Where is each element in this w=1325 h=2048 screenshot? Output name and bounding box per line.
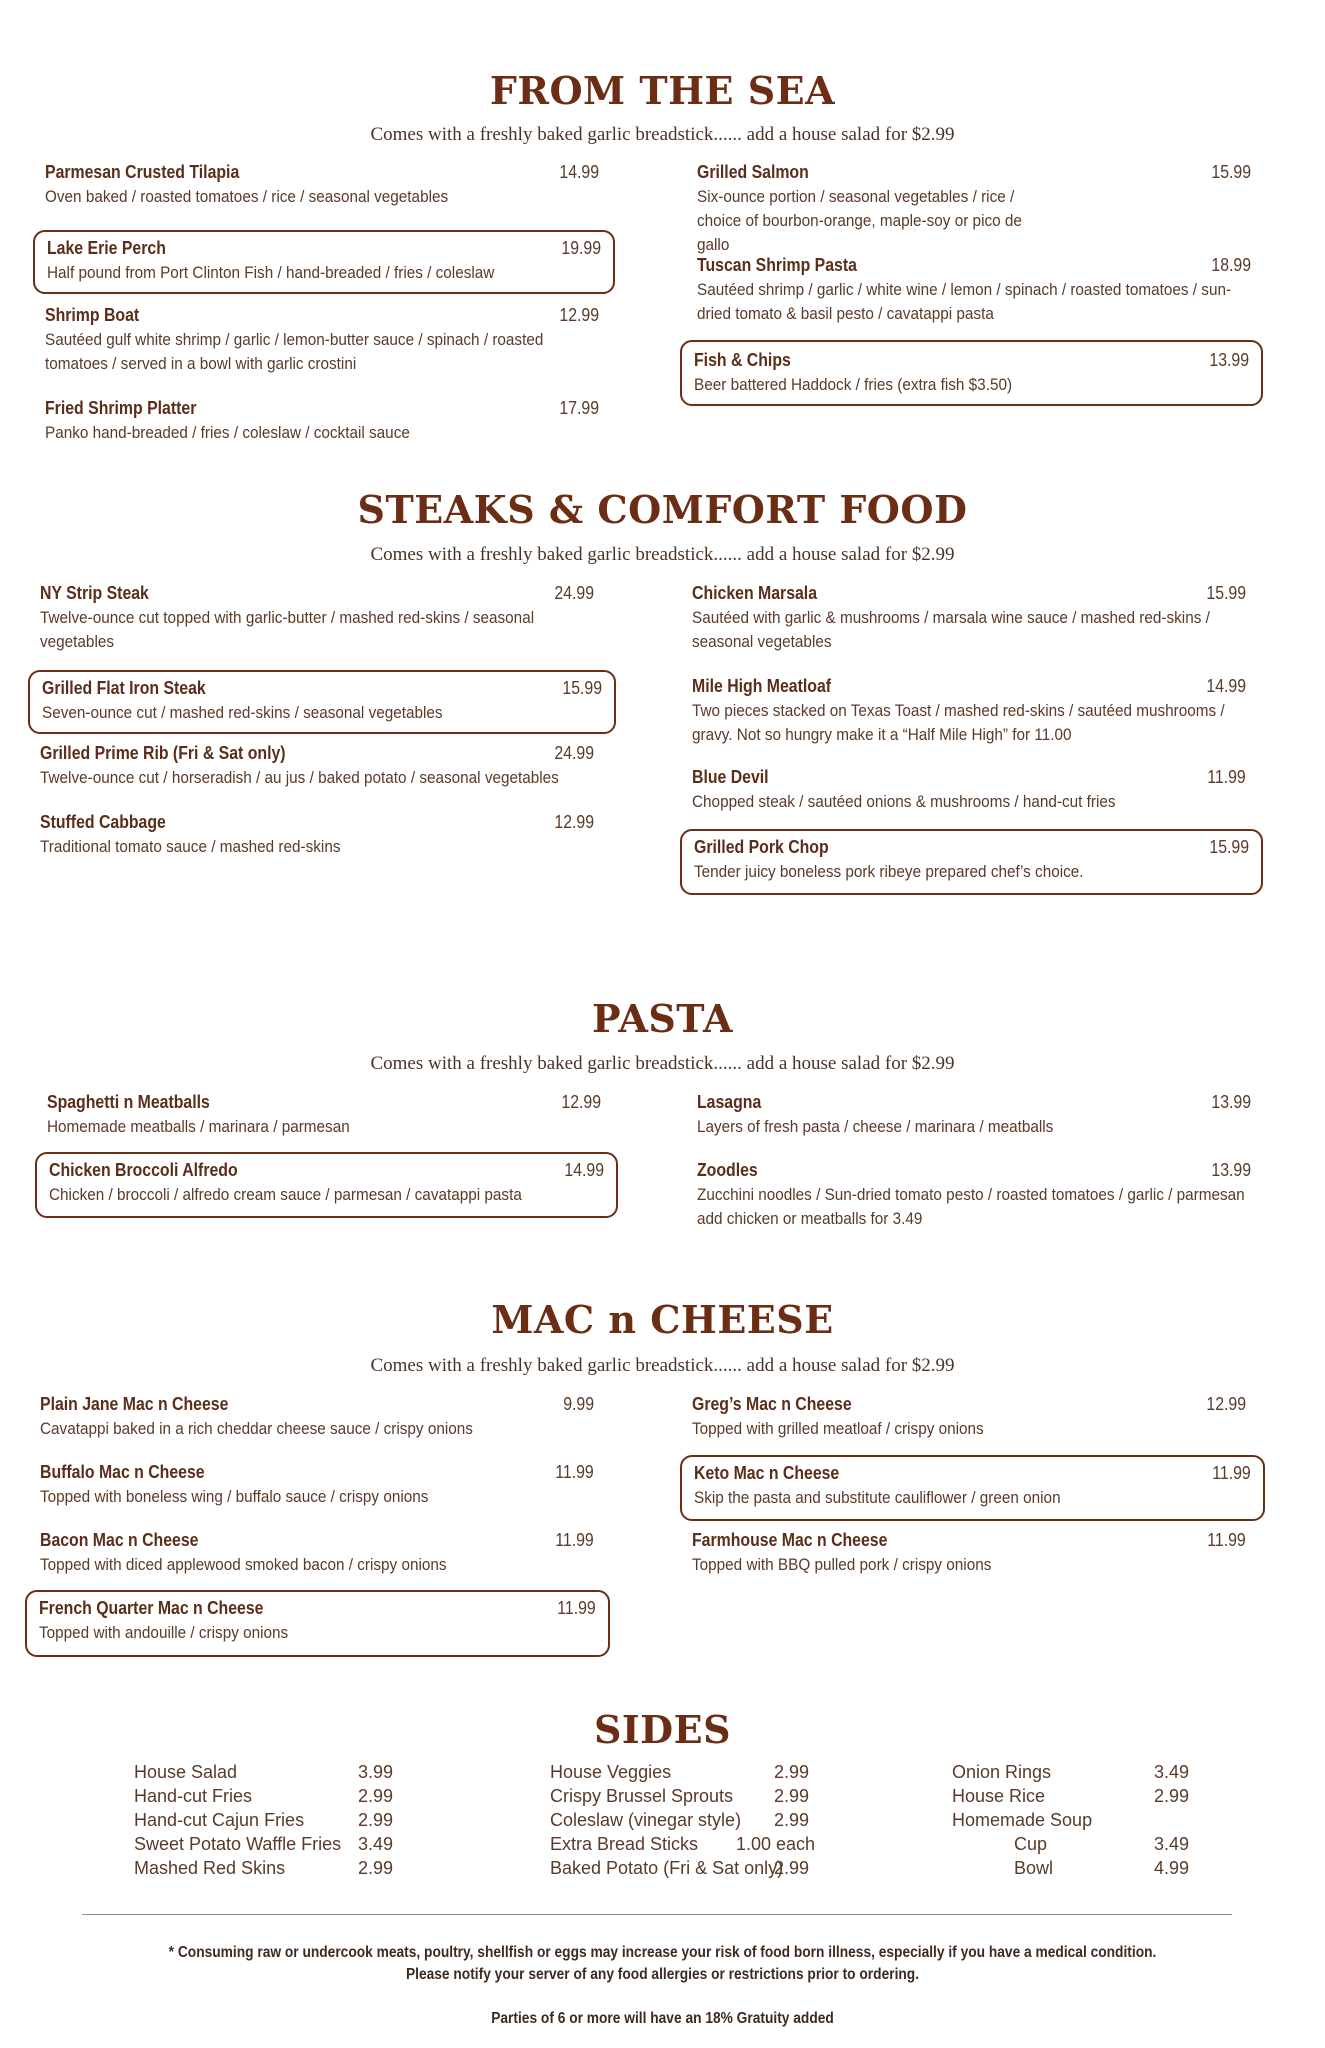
item-price: 15.99: [1211, 162, 1251, 182]
side-price: 2.99: [774, 1858, 810, 1878]
item-name: Farmhouse Mac n Cheese: [692, 1530, 888, 1550]
item-description: Beer battered Haddock / fries (extra fish $3.50): [694, 375, 1013, 394]
sides-column-1: [134, 1760, 414, 1880]
side-name: Onion Rings: [952, 1762, 1052, 1782]
item-price: 12.99: [554, 812, 594, 832]
item-price: 14.99: [1206, 676, 1246, 696]
section-title-pasta: PASTA: [592, 996, 733, 1041]
item-price: 18.99: [1211, 255, 1251, 275]
side-price: 2.99: [774, 1786, 810, 1806]
item-price: 14.99: [559, 162, 599, 182]
item-description: Tender juicy boneless pork ribeye prepared chef’s choice.: [694, 862, 1084, 881]
side-item: [550, 1856, 840, 1880]
side-item: [952, 1760, 1202, 1784]
gratuity-line: Parties of 6 or more will have an 18% Gratuity added: [491, 2010, 834, 2027]
item-price: 11.99: [1207, 767, 1246, 787]
item-description: Topped with grilled meatloaf / crispy onions: [692, 1419, 984, 1438]
side-name: Baked Potato (Fri & Sat only): [550, 1858, 784, 1878]
item-description: Seven-ounce cut / mashed red-skins / seasonal vegetables: [42, 703, 443, 722]
item-name: Tuscan Shrimp Pasta: [697, 255, 857, 275]
item-name: Fried Shrimp Platter: [45, 398, 197, 418]
menu-item: [28, 583, 606, 654]
item-price: 12.99: [559, 305, 599, 325]
menu-item: [685, 255, 1263, 326]
item-description: Topped with diced applewood smoked bacon / crispy onions: [40, 1555, 447, 1574]
side-price: 1.00 each: [736, 1834, 816, 1854]
item-name: Grilled Salmon: [697, 162, 809, 182]
item-price: 13.99: [1209, 350, 1249, 370]
menu-item: [685, 162, 1263, 257]
side-item: [134, 1808, 414, 1832]
featured-menu-item: [35, 1152, 618, 1218]
menu-item: [28, 1394, 606, 1441]
side-item: [134, 1760, 414, 1784]
side-name: House Rice: [952, 1786, 1046, 1806]
item-price: 12.99: [561, 1092, 601, 1112]
item-name: NY Strip Steak: [40, 583, 149, 603]
side-item: [550, 1784, 840, 1808]
side-item: [134, 1832, 414, 1856]
side-price: 3.49: [1154, 1834, 1190, 1854]
item-description: Layers of fresh pasta / cheese / marinara / meatballs: [697, 1117, 1054, 1136]
item-description: Half pound from Port Clinton Fish / hand-breaded / fries / coleslaw: [47, 263, 495, 282]
featured-menu-item: [28, 670, 616, 734]
item-name: Fish & Chips: [694, 350, 791, 370]
side-name: Crispy Brussel Sprouts: [550, 1786, 734, 1806]
item-description: Homemade meatballs / marinara / parmesan: [47, 1117, 350, 1136]
side-price: 2.99: [358, 1858, 394, 1878]
food-safety-notice: [0, 1942, 1325, 1986]
side-name: Hand-cut Fries: [134, 1786, 253, 1806]
item-description: Chopped steak / sautéed onions & mushrooms / hand-cut fries: [692, 792, 1116, 811]
side-price: 2.99: [358, 1786, 394, 1806]
item-price: 11.99: [1212, 1463, 1251, 1483]
menu-item: [35, 1092, 613, 1139]
item-price: 15.99: [562, 678, 602, 698]
item-name: Lasagna: [697, 1092, 762, 1112]
side-name: Coleslaw (vinegar style): [550, 1810, 742, 1830]
item-price: 13.99: [1211, 1160, 1251, 1180]
item-description: Chicken / broccoli / alfredo cream sauce / parmesan / cavatappi pasta: [49, 1185, 522, 1204]
section-title-steaks: STEAKS & COMFORT FOOD: [357, 487, 968, 532]
side-price: 3.99: [358, 1762, 394, 1782]
side-item: [952, 1808, 1202, 1832]
item-description: Skip the pasta and substitute cauliflower / green onion: [694, 1488, 1061, 1507]
item-name: Grilled Pork Chop: [694, 837, 829, 857]
menu-item: [680, 676, 1258, 747]
item-description: Twelve-ounce cut topped with garlic-butter / mashed red-skins / seasonal vegetables: [40, 608, 535, 651]
item-price: 9.99: [563, 1394, 594, 1414]
section-subtitle: Comes with a freshly baked garlic breadstick...... add a house salad for $2.99: [370, 544, 955, 565]
item-description: Panko hand-breaded / fries / coleslaw / cocktail sauce: [45, 423, 410, 442]
item-name: Zoodles: [697, 1160, 758, 1180]
item-price: 11.99: [557, 1598, 596, 1618]
item-name: Parmesan Crusted Tilapia: [45, 162, 240, 182]
side-name: House Veggies: [550, 1762, 672, 1782]
side-name: Bowl: [1014, 1858, 1054, 1878]
side-price: 3.49: [358, 1834, 394, 1854]
item-name: Buffalo Mac n Cheese: [40, 1462, 205, 1482]
footer-divider: [82, 1914, 1232, 1915]
sides-column-3: [952, 1760, 1202, 1880]
menu-item: [28, 1462, 606, 1509]
item-price: 24.99: [554, 583, 594, 603]
section-title-sea: FROM THE SEA: [489, 68, 836, 113]
side-price: 2.99: [358, 1810, 394, 1830]
item-price: 17.99: [559, 398, 599, 418]
side-name: Mashed Red Skins: [134, 1858, 286, 1878]
menu-item: [28, 812, 606, 859]
side-price: 3.49: [1154, 1762, 1190, 1782]
side-item: [952, 1832, 1202, 1856]
menu-item: [33, 162, 611, 209]
side-name: Sweet Potato Waffle Fries: [134, 1834, 342, 1854]
featured-menu-item: [680, 829, 1263, 895]
menu-item: [680, 1530, 1258, 1577]
notice-line-1: * Consuming raw or undercook meats, poultry, shellfish or eggs may increase your risk of food born illness, especially if you have a medical condition.: [168, 1944, 1157, 1961]
item-name: Bacon Mac n Cheese: [40, 1530, 199, 1550]
item-description: Sautéed with garlic & mushrooms / marsala wine sauce / mashed red-skins / seasonal vegetables: [692, 608, 1210, 651]
side-name: Homemade Soup: [952, 1810, 1093, 1830]
item-description: Six-ounce portion / seasonal vegetables / rice / choice of bourbon-orange, maple-soy or pico de gallo: [697, 187, 1022, 254]
section-subtitle: Comes with a freshly baked garlic breadstick...... add a house salad for $2.99: [370, 1053, 955, 1074]
item-price: 15.99: [1209, 837, 1249, 857]
side-item: [550, 1760, 840, 1784]
item-description: Twelve-ounce cut / horseradish / au jus / baked potato / seasonal vegetables: [40, 768, 559, 787]
item-description: Two pieces stacked on Texas Toast / mashed red-skins / sautéed mushrooms / gravy. Not so hungry make it a “Half Mile High” for 11.00: [692, 701, 1225, 744]
side-name: Extra Bread Sticks: [550, 1834, 699, 1854]
side-item: [952, 1856, 1202, 1880]
section-subtitle: Comes with a freshly baked garlic breadstick...... add a house salad for $2.99: [370, 124, 955, 145]
item-name: Plain Jane Mac n Cheese: [40, 1394, 229, 1414]
item-price: 19.99: [561, 238, 601, 258]
item-price: 15.99: [1206, 583, 1246, 603]
side-item: [134, 1784, 414, 1808]
item-description: Topped with BBQ pulled pork / crispy onions: [692, 1555, 992, 1574]
side-price: 2.99: [1154, 1786, 1190, 1806]
featured-menu-item: [680, 1455, 1265, 1521]
item-name: Grilled Prime Rib (Fri & Sat only): [40, 743, 286, 763]
item-price: 11.99: [555, 1530, 594, 1550]
item-price: 14.99: [564, 1160, 604, 1180]
item-name: Mile High Meatloaf: [692, 676, 832, 696]
item-name: Keto Mac n Cheese: [694, 1463, 840, 1483]
side-price: 4.99: [1154, 1858, 1190, 1878]
featured-menu-item: [33, 230, 615, 294]
item-name: Spaghetti n Meatballs: [47, 1092, 210, 1112]
side-name: House Salad: [134, 1762, 238, 1782]
notice-line-2: Please notify your server of any food allergies or restrictions prior to ordering.: [405, 1966, 920, 1983]
menu-item: [680, 583, 1258, 654]
item-description: Oven baked / roasted tomatoes / rice / seasonal vegetables: [45, 187, 449, 206]
item-name: French Quarter Mac n Cheese: [39, 1598, 264, 1618]
sides-column-2: [550, 1760, 840, 1880]
section-title-sides: SIDES: [593, 1707, 732, 1752]
section-subtitle: Comes with a freshly baked garlic breadstick...... add a house salad for $2.99: [370, 1355, 955, 1376]
item-description: Sautéed gulf white shrimp / garlic / lemon-butter sauce / spinach / roasted tomatoes / served in a bowl with garlic crostini: [45, 330, 544, 373]
menu-item: [680, 1394, 1258, 1441]
featured-menu-item: [680, 340, 1263, 406]
item-name: Chicken Broccoli Alfredo: [49, 1160, 238, 1180]
item-name: Shrimp Boat: [45, 305, 140, 325]
section-title-mac: MAC n CHEESE: [491, 1297, 834, 1342]
menu-item: [33, 398, 611, 445]
menu-item: [680, 767, 1258, 814]
side-price: 2.99: [774, 1762, 810, 1782]
item-description: Sautéed shrimp / garlic / white wine / lemon / spinach / roasted tomatoes / sun-dried tomato & basil pesto / cavatappi pasta: [697, 280, 1232, 323]
side-price: 2.99: [774, 1810, 810, 1830]
item-price: 11.99: [1207, 1530, 1246, 1550]
item-description: Zucchini noodles / Sun-dried tomato pesto / roasted tomatoes / garlic / parmesan add chicken or meatballs for 3.49: [697, 1185, 1245, 1228]
item-price: 13.99: [1211, 1092, 1251, 1112]
item-name: Grilled Flat Iron Steak: [42, 678, 206, 698]
side-item: [550, 1808, 840, 1832]
menu-item: [685, 1160, 1263, 1231]
side-item: [134, 1856, 414, 1880]
item-name: Lake Erie Perch: [47, 238, 166, 258]
featured-menu-item: [25, 1590, 610, 1657]
item-price: 11.99: [555, 1462, 594, 1482]
item-name: Stuffed Cabbage: [40, 812, 166, 832]
gratuity-notice: [0, 2008, 1325, 2030]
item-name: Greg’s Mac n Cheese: [692, 1394, 852, 1414]
item-price: 24.99: [554, 743, 594, 763]
menu-item: [685, 1092, 1263, 1139]
side-name: Cup: [1014, 1834, 1048, 1854]
item-price: 12.99: [1206, 1394, 1246, 1414]
menu-item: [28, 1530, 606, 1577]
item-description: Traditional tomato sauce / mashed red-skins: [40, 837, 341, 856]
side-item: [952, 1784, 1202, 1808]
item-description: Topped with andouille / crispy onions: [39, 1623, 289, 1642]
menu-item: [33, 305, 611, 376]
item-description: Topped with boneless wing / buffalo sauce / crispy onions: [40, 1487, 429, 1506]
item-name: Blue Devil: [692, 767, 769, 787]
item-description: Cavatappi baked in a rich cheddar cheese sauce / crispy onions: [40, 1419, 473, 1438]
menu-item: [28, 743, 606, 790]
side-name: Hand-cut Cajun Fries: [134, 1810, 305, 1830]
item-name: Chicken Marsala: [692, 583, 818, 603]
side-item: [550, 1832, 840, 1856]
